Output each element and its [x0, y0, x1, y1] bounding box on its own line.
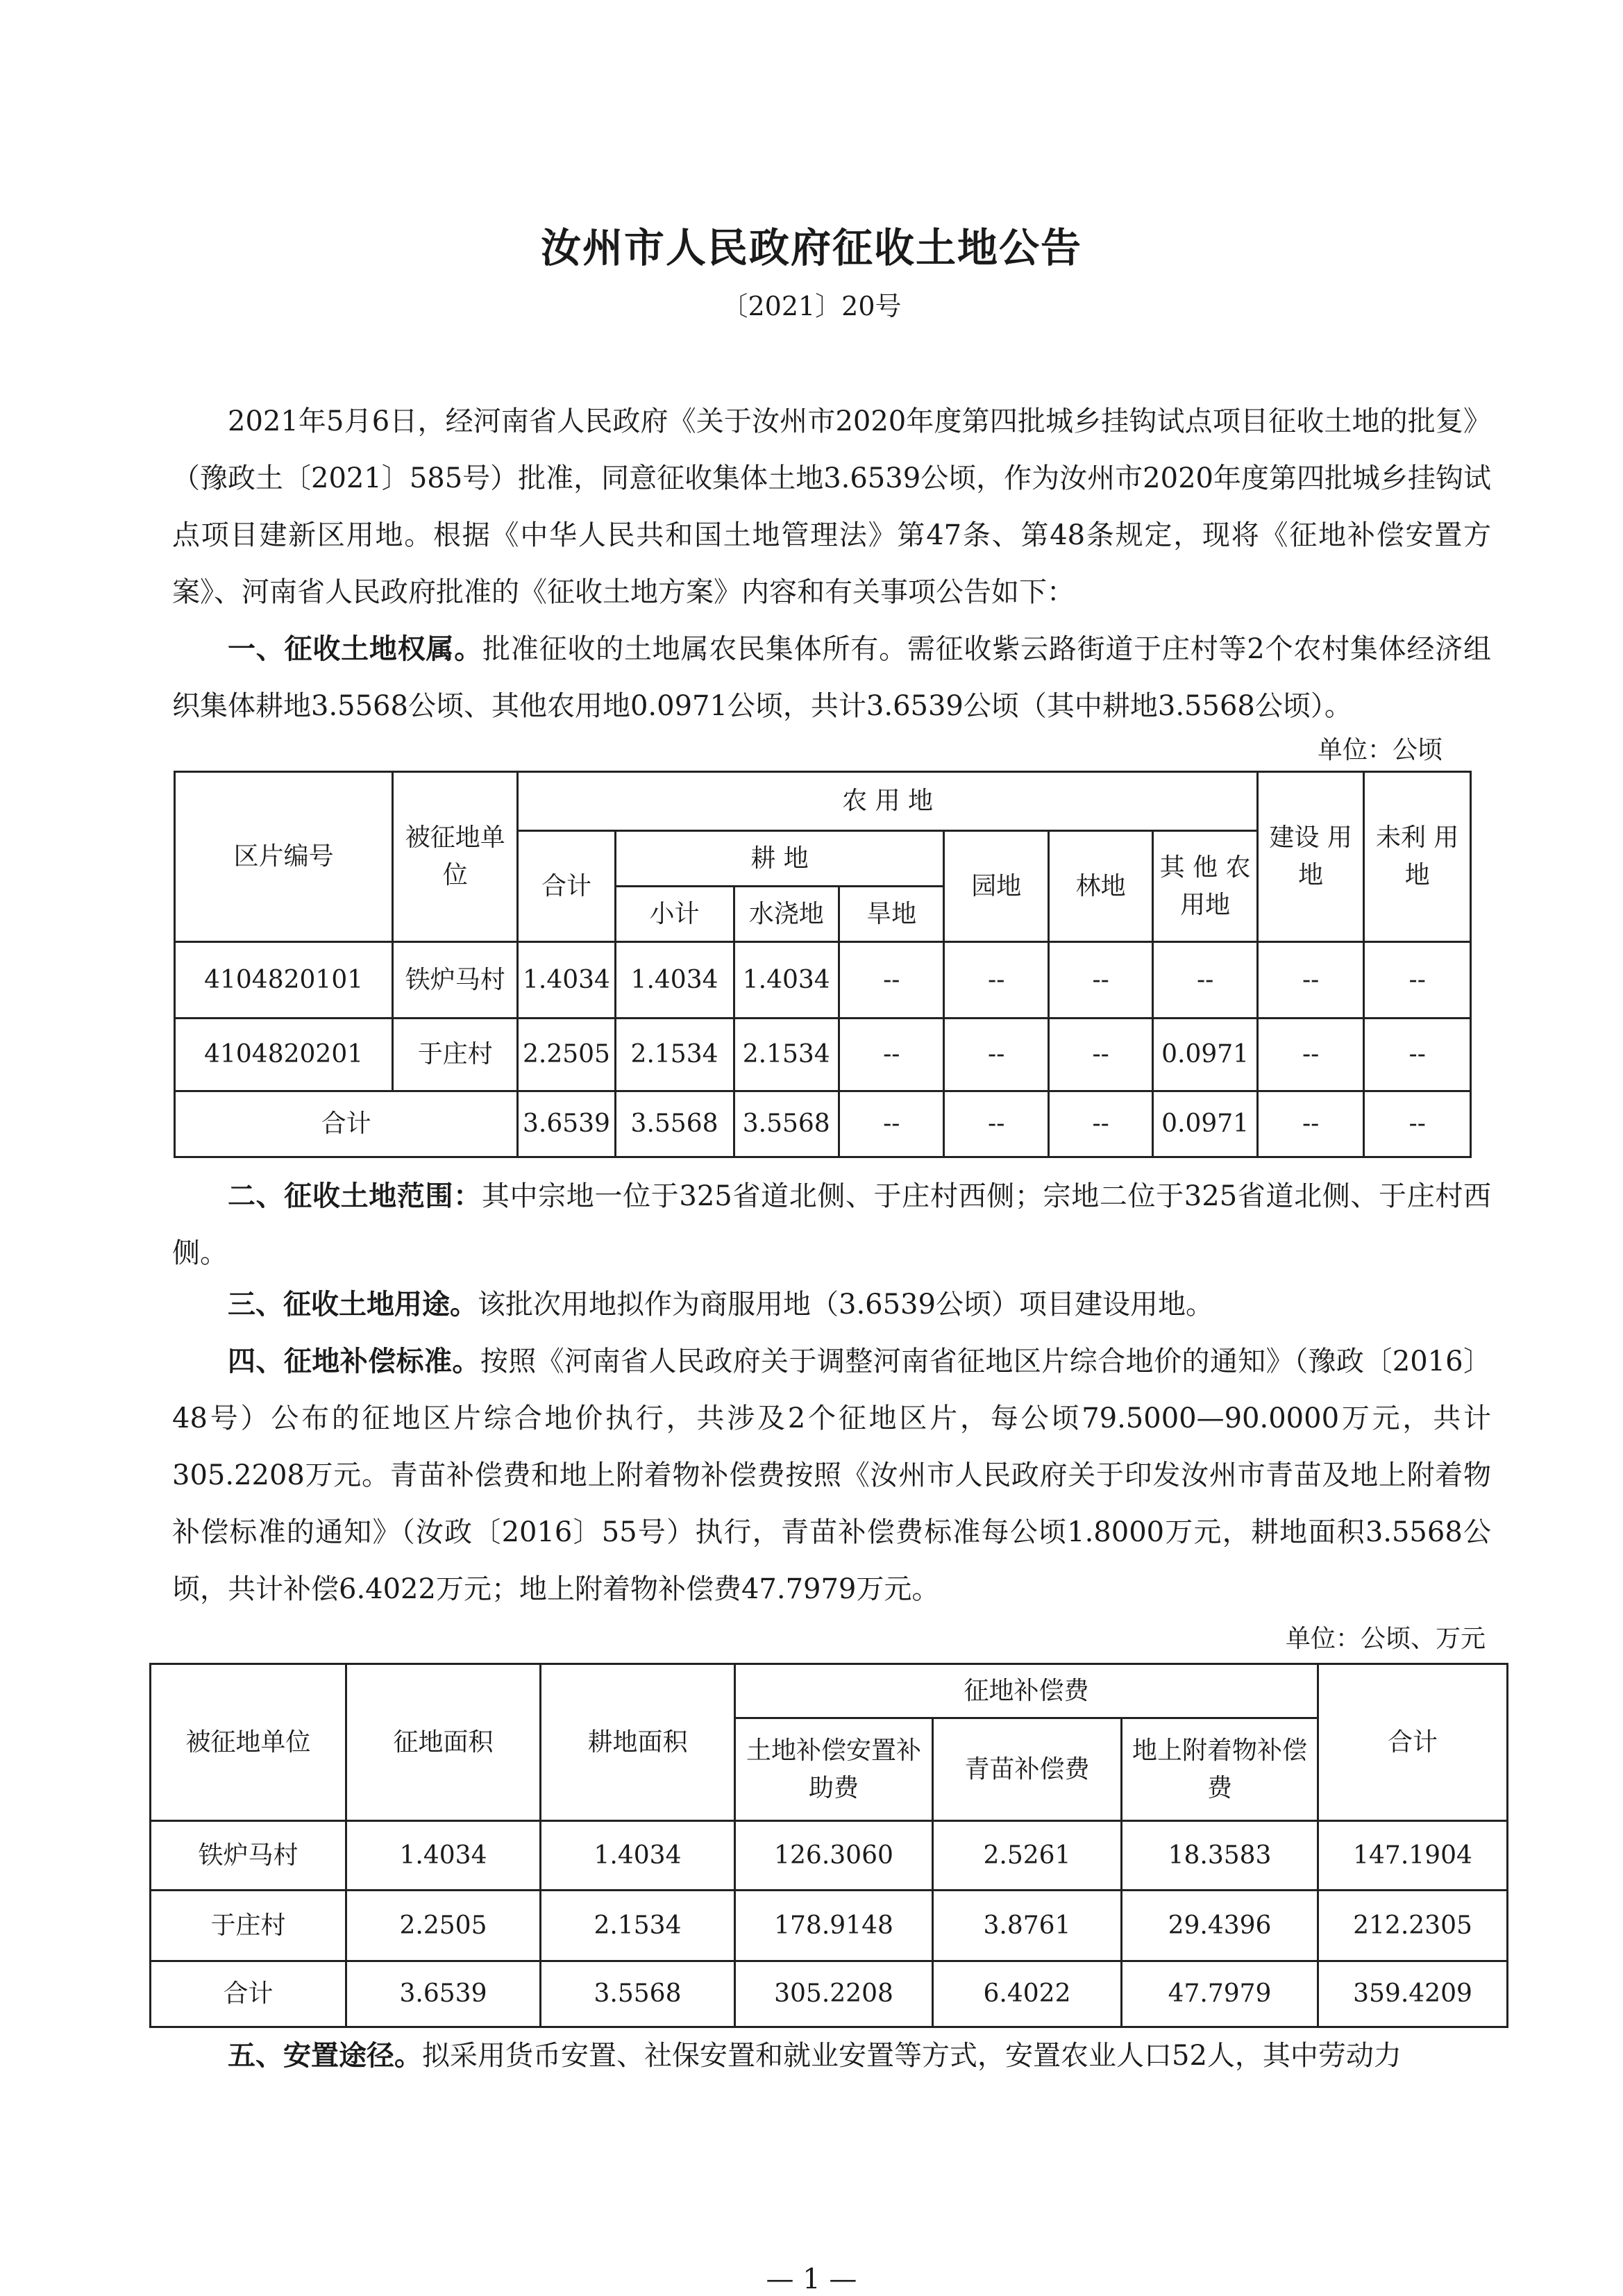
table-cell: --	[944, 1091, 1048, 1157]
table-cell: 1.4034	[615, 942, 734, 1019]
header-attach-comp: 地上附着物补偿费	[1122, 1718, 1318, 1821]
table-row	[175, 942, 1471, 1019]
section-5-paragraph	[172, 2027, 1491, 2084]
table-cell: --	[1364, 942, 1471, 1019]
document-number: 〔2021〕20号	[721, 291, 902, 321]
header-area: 征地面积	[346, 1664, 541, 1821]
table-cell: 4104820201	[175, 1019, 393, 1091]
header-forest: 林地	[1048, 831, 1152, 942]
header-garden: 园地	[944, 831, 1048, 942]
table-cell: 2.2505	[518, 1019, 615, 1091]
table-total-row	[175, 1091, 1471, 1157]
table-cell: 于庄村	[151, 1891, 346, 1961]
table-cell: 3.5568	[541, 1961, 735, 2027]
header-irrigated: 水浇地	[734, 887, 839, 942]
section-4-paragraph	[172, 1333, 1491, 1618]
table-cell: 2.1534	[541, 1891, 735, 1961]
table-cell: --	[1257, 942, 1364, 1019]
table-cell: --	[1364, 1091, 1471, 1157]
table-cell: 2.1534	[734, 1019, 839, 1091]
table-cell: 18.3583	[1122, 1821, 1318, 1891]
header-arable: 耕 地	[615, 831, 944, 887]
header-land-comp: 土地补偿安置补助费	[735, 1718, 933, 1821]
table-2-unit: 单位：公顷、万元	[1286, 1625, 1486, 1653]
table-cell: --	[1048, 942, 1152, 1019]
table-cell: --	[1364, 1019, 1471, 1091]
compensation-table	[149, 1663, 1508, 2028]
table-cell: --	[1257, 1019, 1364, 1091]
table-cell: 126.3060	[735, 1821, 933, 1891]
table-cell: 0.0971	[1153, 1091, 1257, 1157]
table-cell: 47.7979	[1122, 1961, 1318, 2027]
section-3-text: 该批次用地拟作为商服用地（3.6539公顷）项目建设用地。	[478, 1289, 1213, 1321]
table-cell: 1.4034	[541, 1821, 735, 1891]
table-cell: --	[1048, 1019, 1152, 1091]
table-cell: 1.4034	[734, 942, 839, 1019]
document-title: 汝州市人民政府征收土地公告	[540, 224, 1082, 271]
section-1-text: 批准征收的土地属农民集体所有。需征收紫云路街道于庄村等2个农村集体经济组织集体耕地3.5568公顷、其他农用地0.0971公顷，共计3.6539公顷（其中耕地3.5568公顷）。	[172, 633, 1492, 722]
table-cell: 2.2505	[346, 1891, 541, 1961]
table-cell: 2.5261	[933, 1821, 1122, 1891]
header-dry: 旱地	[839, 887, 943, 942]
table-cell: 3.6539	[346, 1961, 541, 2027]
table-cell: --	[1153, 942, 1257, 1019]
table-cell: 合计	[151, 1961, 346, 2027]
header-total: 合计	[518, 831, 615, 942]
table-cell: --	[1257, 1091, 1364, 1157]
table-cell: 0.0971	[1153, 1019, 1257, 1091]
page-number: — 1 —	[766, 2263, 857, 2295]
table-cell: 3.5568	[615, 1091, 734, 1157]
header-compensation: 征地补偿费	[735, 1664, 1318, 1718]
table-cell: 305.2208	[735, 1961, 933, 2027]
section-2-paragraph	[172, 1168, 1491, 1282]
header-construction: 建设 用地	[1257, 772, 1364, 942]
table-row	[151, 1891, 1508, 1961]
header-crop-comp: 青苗补偿费	[933, 1718, 1122, 1821]
table-cell: --	[944, 942, 1048, 1019]
table-cell: 3.5568	[734, 1091, 839, 1157]
table-cell: 1.4034	[518, 942, 615, 1019]
table-cell: 29.4396	[1122, 1891, 1318, 1961]
header-arable-area: 耕地面积	[541, 1664, 735, 1821]
table-cell: 359.4209	[1318, 1961, 1508, 2027]
section-5-text: 拟采用货币安置、社保安置和就业安置等方式，安置农业人口52人，其中劳动力	[422, 2040, 1402, 2072]
table-row	[151, 1821, 1508, 1891]
table-cell: 3.6539	[518, 1091, 615, 1157]
section-1-paragraph	[172, 621, 1491, 735]
section-2-text: 其中宗地一位于325省道北侧、于庄村西侧；宗地二位于325省道北侧、于庄村西侧。	[172, 1180, 1492, 1269]
table-cell: 212.2305	[1318, 1891, 1508, 1961]
section-5-heading: 五、安置途径。	[228, 2040, 422, 2072]
section-4-text: 按照《河南省人民政府关于调整河南省征地区片综合地价的通知》（豫政〔2016〕48号）公布的征地区片综合地价执行，共涉及2个征地区片，每公顷79.5000—90.0000万元，共计305.2208万元。青苗补偿费和地上附着物补偿费按照《汝州市人民政府关于印发汝州市青苗及地上附着物补偿标准的通知》（汝政〔2016〕55号）执行，青苗补偿费标准每公顷1.8000万元，耕地面积3.5568公顷，共计补偿6.4022万元；地上附着物补偿费47.7979万元。	[172, 1346, 1492, 1605]
table-cell: 铁炉马村	[151, 1821, 346, 1891]
header-total: 合计	[1318, 1664, 1508, 1821]
table-row	[175, 1019, 1471, 1091]
header-unused: 未利 用地	[1364, 772, 1471, 942]
section-3-paragraph	[172, 1276, 1491, 1333]
table-cell: --	[839, 1019, 943, 1091]
table-cell: 3.8761	[933, 1891, 1122, 1961]
table-cell: --	[1048, 1091, 1152, 1157]
table-cell: 铁炉马村	[393, 942, 518, 1019]
table-cell: 178.9148	[735, 1891, 933, 1961]
section-2-heading: 二、征收土地范围：	[228, 1180, 482, 1212]
header-other-agri: 其 他 农用地	[1153, 831, 1257, 942]
table-cell: --	[839, 942, 943, 1019]
table-1-unit: 单位：公顷	[1318, 736, 1443, 764]
header-unit: 被征地单位	[151, 1664, 346, 1821]
land-ownership-table	[174, 771, 1472, 1158]
table-total-row	[151, 1961, 1508, 2027]
table-cell: 合计	[175, 1091, 518, 1157]
table-cell: 147.1904	[1318, 1821, 1508, 1891]
header-subtotal: 小计	[615, 887, 734, 942]
table-cell: 2.1534	[615, 1019, 734, 1091]
header-plot-no: 区片编号	[175, 772, 393, 942]
table-cell: 4104820101	[175, 942, 393, 1019]
table-cell: --	[839, 1091, 943, 1157]
table-cell: --	[944, 1019, 1048, 1091]
section-1-heading: 一、征收土地权属。	[228, 633, 483, 665]
table-cell: 1.4034	[346, 1821, 541, 1891]
intro-paragraph: 2021年5月6日，经河南省人民政府《关于汝州市2020年度第四批城乡挂钩试点项目征收土地的批复》（豫政土〔2021〕585号）批准，同意征收集体土地3.6539公顷，作为汝州市2020年度第四批城乡挂钩试点项目建新区用地。根据《中华人民共和国土地管理法》第47条、第48条规定，现将《征地补偿安置方案》、河南省人民政府批准的《征收土地方案》内容和有关事项公告如下：	[172, 405, 1491, 608]
section-3-heading: 三、征收土地用途。	[228, 1289, 478, 1321]
table-cell: 于庄村	[393, 1019, 518, 1091]
header-agri-land: 农 用 地	[518, 772, 1258, 831]
table-cell: 6.4022	[933, 1961, 1122, 2027]
section-4-heading: 四、征地补偿标准。	[228, 1346, 480, 1377]
header-unit: 被征地单位	[393, 772, 518, 942]
